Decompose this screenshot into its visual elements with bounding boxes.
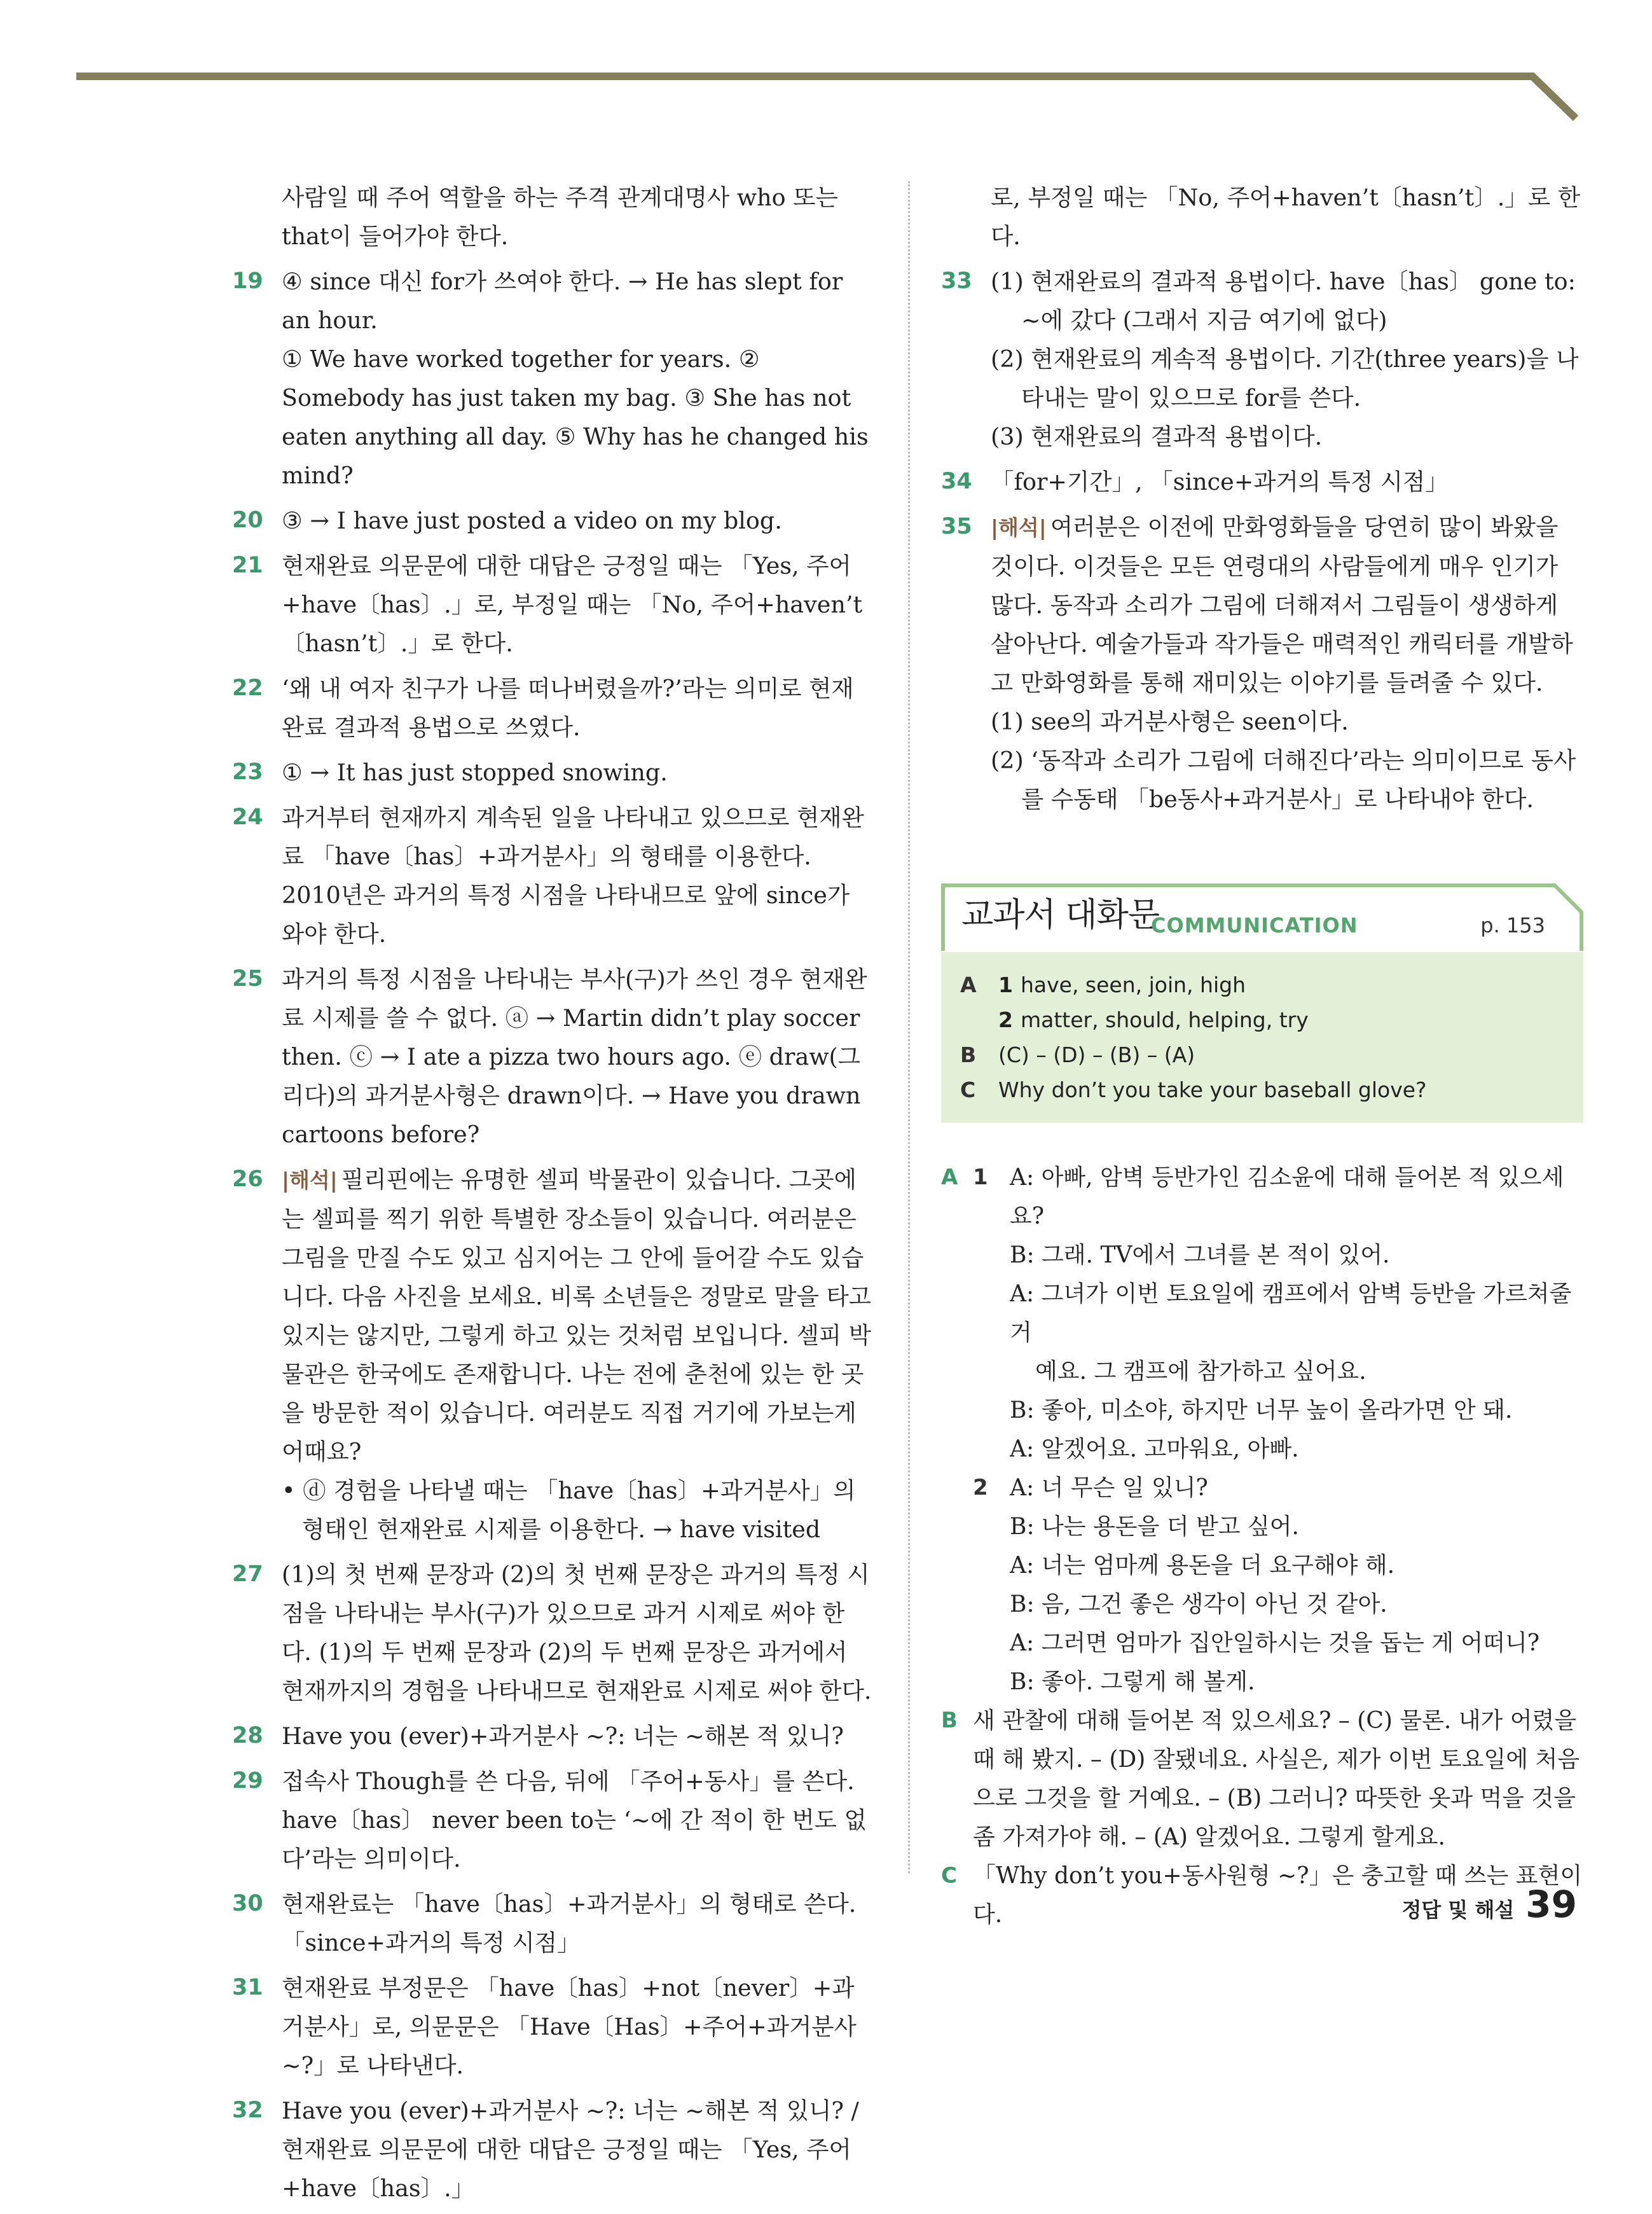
dialog-number: 1 <box>973 1165 988 1190</box>
dialog-lines <box>1010 1469 1583 1701</box>
dialog-number: 2 <box>973 1475 988 1500</box>
answer-text: ① → It has just stopped snowing. <box>282 759 668 786</box>
box-row-letter: C <box>960 1077 976 1102</box>
answer-number: 30 <box>232 1891 263 1916</box>
dialog-a2 <box>941 1469 1583 1701</box>
answer-number: 23 <box>232 759 263 785</box>
dialog-b <box>941 1701 1583 1857</box>
answer-number: 29 <box>232 1768 263 1794</box>
sub-answer: (1) 현재완료의 결과적 용법이다. have〔has〕 gone to: ~에 갔다 (그래서 지금 여기에 없다) <box>991 268 1576 334</box>
dialog-line: A: 그녀가 이번 토요일에 캠프에서 암벽 등반을 가르쳐줄 거 <box>1010 1281 1572 1346</box>
box-row-number: 2 <box>998 1007 1013 1032</box>
dialog-line: B: 좋아. 그렇게 해 볼게. <box>1010 1669 1255 1695</box>
answer-number: 25 <box>232 966 263 992</box>
dialog-line: 예요. 그 캠프에 참가하고 싶어요. <box>1035 1359 1366 1385</box>
dialog-line: A: 그러면 엄마가 집안일하시는 것을 돕는 게 어떠니? <box>1010 1630 1540 1656</box>
answer-text: 현재완료 부정문은 「have〔has〕+not〔never〕+과거분사」로, 의문문은 「Have〔Has〕+주어+과거분사 ~?」로 나타낸다. <box>282 1974 857 2079</box>
dialog-a1 <box>941 1158 1583 1469</box>
answer-text: 과거의 특정 시점을 나타내는 부사(구)가 쓰인 경우 현재완료 시제를 쓸 수 없다. ⓐ → Martin didn’t play soccer then. ⓒ → I ate a pizza two hours ago. ⓔ draw(그리다)의 과거분사형은 drawn이다. → Have you drawn cartoons before? <box>282 965 867 1148</box>
column-divider <box>908 181 910 1873</box>
answer-text: (1)의 첫 번째 문장과 (2)의 첫 번째 문장은 과거의 특정 시점을 나타내는 부사(구)가 있으므로 과거 시제로 써야 한다. (1)의 두 번째 문장과 (2)의 두 번째 문장은 과거에서 현재까지의 경험을 나타내므로 현재완료 시제로 써야 한다. <box>282 1561 872 1705</box>
box-row <box>960 1037 1566 1072</box>
box-row-number: 1 <box>998 972 1013 997</box>
dialog-line: A: 알겠어요. 고마워요, 아빠. <box>1010 1436 1299 1462</box>
answer-item-22 <box>232 669 874 747</box>
answer-item-32 <box>232 2091 874 2208</box>
translation-text: 필리핀에는 유명한 셀피 박물관이 있습니다. 그곳에는 셀피를 찍기 위한 특별한 장소들이 있습니다. 여러분은 그림을 만질 수도 있고 심지어는 그 안에 들어갈 수도 있습니다. 다음 사진을 보세요. 비록 소년들은 정말로 말을 타고 있지는 않지만, 그렇게 하고 있는 것처럼 보입니다. 셀피 박물관은 한국에도 존재합니다. 나는 전에 춘천에 있는 한 곳을 방문한 적이 있습니다. 여러분도 직접 거기에 가보는게 어때요? <box>282 1166 871 1465</box>
answer-number: 34 <box>941 469 972 494</box>
answer-item-24 <box>232 798 874 953</box>
answer-number: 21 <box>232 553 263 578</box>
box-row <box>960 967 1566 1002</box>
sub-answer: (2) ‘동작과 소리가 그림에 더해진다’라는 의미이므로 동사를 수동태 「be동사+과거분사」로 나타내야 한다. <box>991 747 1576 813</box>
box-row-letter: B <box>960 1042 977 1067</box>
dialog-letter: B <box>941 1708 958 1733</box>
box-row-text: (C) – (D) – (B) – (A) <box>998 1042 1195 1067</box>
answer-text: Have you (ever)+과거분사 ~?: 너는 ~해본 적 있니? / 현재완료 의문문에 대한 대답은 긍정일 때는 「Yes, 주어+have〔has〕.」 <box>282 2097 859 2202</box>
answer-text: 현재완료는 「have〔has〕+과거분사」의 형태로 쓴다. 「since+과거의 특정 시점」 <box>282 1890 857 1956</box>
dialog-letter-spacer <box>941 1469 973 1701</box>
answer-item-29 <box>232 1762 874 1878</box>
answer-text <box>282 1160 874 1471</box>
answer-number: 27 <box>232 1561 263 1587</box>
box-page-ref: p. 153 <box>1480 913 1545 937</box>
answer-text: ① We have worked together for years. ② Somebody has just taken my bag. ③ She has not eaten anything all day. ⑤ Why has he changed his mind? <box>282 345 869 489</box>
dialog-line: B: 나는 용돈을 더 받고 싶어. <box>1010 1514 1300 1540</box>
answer-item-33 <box>941 262 1583 456</box>
answer-text: 접속사 Though를 쓴 다음, 뒤에 「주어+동사」를 쓴다. have〔has〕 never been to는 ‘~에 간 적이 한 번도 없다’라는 의미이다. <box>282 1768 867 1872</box>
answer-item-26 <box>232 1160 874 1549</box>
header-bar <box>0 0 1652 140</box>
answer-item-32-cont: 로, 부정일 때는 「No, 주어+haven’t〔hasn’t〕.」로 한다. <box>991 184 1580 250</box>
answer-text: 과거부터 현재까지 계속된 일을 나타내고 있으므로 현재완료 「have〔has〕+과거분사」의 형태를 이용한다. 2010년은 과거의 특정 시점을 나타내므로 앞에 since가 와야 한다. <box>282 804 864 948</box>
answer-item-28 <box>232 1717 874 1755</box>
translation-label: |해석| <box>282 1168 338 1193</box>
answer-item-34 <box>941 462 1583 501</box>
box-row-letter <box>960 1002 998 1037</box>
box-row <box>960 1072 1566 1107</box>
translation-label: |해석| <box>991 515 1047 540</box>
translation-text: 여러분은 이전에 만화영화들을 당연히 많이 봐왔을 것이다. 이것들은 모든 연령대의 사람들에게 매우 인기가 많다. 동작과 소리가 그림에 더해져서 그림들이 생생하게 살아난다. 예술가들과 작가들은 매력적인 캐릭터를 개발하고 만화영화를 통해 재미있는 이야기를 들려줄 수 있다. <box>991 513 1573 696</box>
dialog-line: A: 너는 엄마께 용돈을 더 요구해야 해. <box>1010 1553 1395 1579</box>
dialog-line: B: 좋아, 미소야, 하지만 너무 높이 올라가면 안 돼. <box>1010 1397 1513 1423</box>
left-column <box>232 178 874 2214</box>
answer-text <box>991 508 1583 702</box>
answer-text: 「for+기간」, 「since+과거의 특정 시점」 <box>991 468 1449 495</box>
answer-number: 20 <box>232 508 263 533</box>
right-column <box>941 178 1583 1934</box>
dialog-section <box>941 1158 1583 1934</box>
dialog-line: A: 아빠, 암벽 등반가인 김소윤에 대해 들어본 적 있으세요? <box>1010 1165 1564 1229</box>
communication-box-body <box>941 952 1583 1123</box>
answer-number: 28 <box>232 1723 263 1748</box>
dialog-c-text: 「Why don’t you+동사원형 ~?」은 충고할 때 쓰는 표현이다. <box>973 1863 1583 1928</box>
dialog-line: B: 그래. TV에서 그녀를 본 적이 있어. <box>1010 1242 1390 1268</box>
answer-number: 33 <box>941 268 972 294</box>
bullet-note: • ⓓ 경험을 나타낼 때는 「have〔has〕+과거분사」의 형태인 현재완료 시제를 이용한다. → have visited <box>282 1477 856 1543</box>
answer-text: ‘왜 내 여자 친구가 나를 떠나버렸을까?’라는 의미로 현재완료 결과적 용법으로 쓰였다. <box>282 675 854 741</box>
answer-number: 32 <box>232 2098 263 2123</box>
box-row <box>960 1002 1566 1037</box>
dialog-line: B: 음, 그건 좋은 생각이 아닌 것 같아. <box>1010 1591 1387 1617</box>
answer-item-31 <box>232 1968 874 2085</box>
answer-item-35 <box>941 508 1583 819</box>
box-title: 교과서 대화문 <box>961 896 1159 934</box>
box-row-letter: A <box>960 972 977 997</box>
answer-item-21 <box>232 546 874 663</box>
answer-number: 22 <box>232 675 263 701</box>
sub-answer: (2) 현재완료의 계속적 용법이다. 기간(three years)을 나타내는 말이 있으므로 for를 쓴다. <box>991 345 1579 412</box>
dialog-letter: A <box>941 1165 958 1190</box>
answer-item-18-cont: 사람일 때 주어 역할을 하는 주격 관계대명사 who 또는 that이 들어가야 한다. <box>282 184 838 250</box>
answer-text: Have you (ever)+과거분사 ~?: 너는 ~해본 적 있니? <box>282 1722 844 1750</box>
answer-item-20 <box>232 501 874 540</box>
page-number: 39 <box>1525 1883 1577 1926</box>
box-row-text: matter, should, helping, try <box>1020 1007 1309 1032</box>
answer-number: 35 <box>941 514 972 539</box>
dialog-letter: C <box>941 1863 957 1888</box>
answer-item-25 <box>232 960 874 1154</box>
dialog-lines <box>1010 1158 1583 1469</box>
answer-item-30 <box>232 1885 874 1962</box>
dialog-line: A: 너 무슨 일 있니? <box>1010 1475 1208 1501</box>
box-subtitle: COMMUNICATION <box>1151 913 1358 937</box>
answer-text: 현재완료 의문문에 대한 대답은 긍정일 때는 「Yes, 주어+have〔has〕.」로, 부정일 때는 「No, 주어+haven’t〔hasn’t〕.」로 한다. <box>282 552 863 657</box>
box-row-text: have, seen, join, high <box>1020 972 1246 997</box>
communication-box <box>941 882 1583 1123</box>
answer-text: ④ since 대신 for가 쓰여야 한다. → He has slept for an hour. <box>282 268 843 334</box>
sub-answer: (3) 현재완료의 결과적 용법이다. <box>991 423 1323 450</box>
footer-label: 정답 및 해설 <box>1401 1898 1515 1922</box>
communication-box-header <box>941 882 1583 952</box>
dialog-b-text: 새 관찰에 대해 들어본 적 있으세요? – (C) 물론. 내가 어렸을 때 해 봤지. – (D) 잘됐네요. 사실은, 제가 이번 토요일에 처음으로 그것을 할 거예요. – (B) 그러니? 따뜻한 옷과 먹을 것을 좀 가져가야 해. – (A) 알겠어요. 그렇게 할게요. <box>973 1708 1580 1850</box>
answer-item-27 <box>232 1555 874 1710</box>
answer-item-23 <box>232 753 874 792</box>
answer-number: 26 <box>232 1166 263 1192</box>
page-footer <box>1401 1883 1577 1926</box>
box-row-text: Why don’t you take your baseball glove? <box>998 1077 1427 1102</box>
answer-number: 31 <box>232 1975 263 2000</box>
answer-number: 24 <box>232 805 263 830</box>
answer-text: ③ → I have just posted a video on my blog. <box>282 507 782 534</box>
answer-number: 19 <box>232 268 263 294</box>
answer-item-19 <box>232 262 874 495</box>
sub-answer: (1) see의 과거분사형은 seen이다. <box>991 708 1349 735</box>
